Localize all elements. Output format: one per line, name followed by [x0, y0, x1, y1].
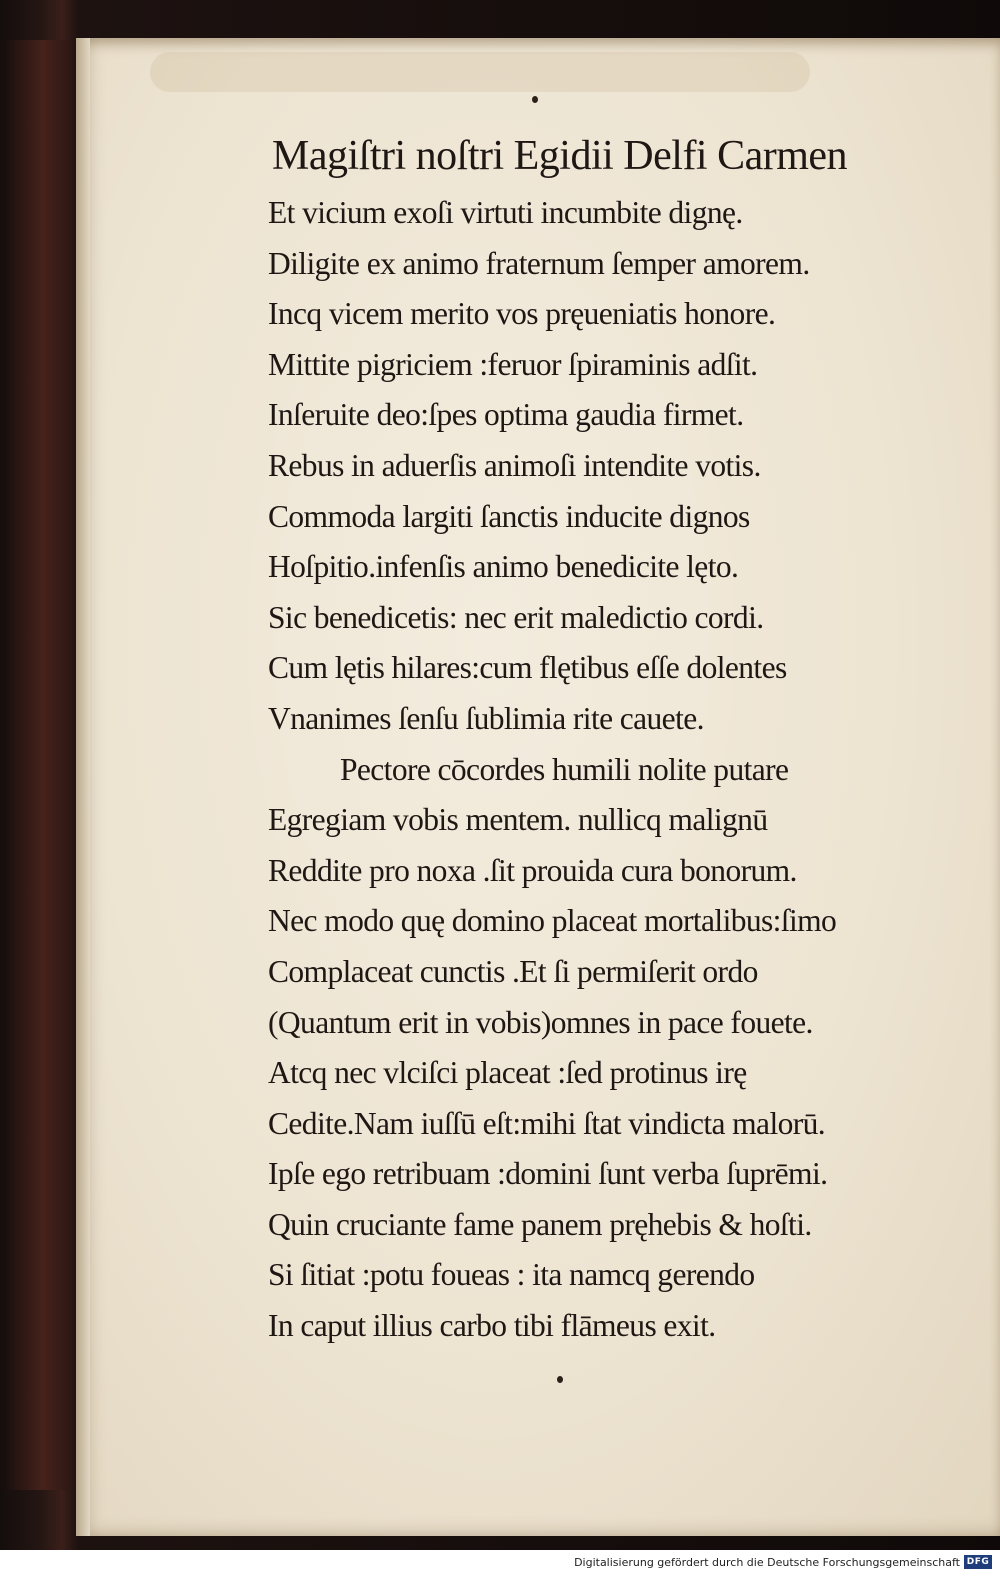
poem-line: Hoſpitio.infenſis animo benedicite lęto. — [268, 549, 739, 585]
poem-line: Vnanimes ſenſu ſublimia rite cauete. — [268, 700, 704, 736]
poem-line: Quin cruciante fame panem pręhebis & hoſti. — [268, 1206, 812, 1242]
poem-line: Cedite.Nam iuſſū eſt:mihi ſtat vindicta malorū. — [268, 1105, 826, 1141]
dfg-logo: DFG — [964, 1555, 992, 1569]
poem-text-block — [268, 126, 968, 1352]
poem-line: Reddite pro noxa .ſit prouida cura bonorum. — [268, 852, 797, 888]
poem-line: Commoda largiti ſanctis inducite dignos — [268, 498, 750, 534]
poem-line: Atcq nec vlciſci placeat :ſed protinus irę — [268, 1055, 747, 1091]
poem-line: Mittite pigriciem :feruor ſpiraminis adſit. — [268, 346, 758, 382]
poem-line: Rebus in aduerſis animoſi intendite votis. — [268, 447, 761, 483]
poem-line: In caput illius carbo tibi flāmeus exit. — [268, 1308, 716, 1344]
page-stain — [150, 52, 810, 92]
digitization-credit: Digitalisierung gefördert durch die Deutsche Forschungsgemeinschaft — [574, 1556, 960, 1569]
poem-line: Diligite ex animo fraternum ſemper amorem. — [268, 245, 810, 281]
book-binding — [6, 40, 72, 1490]
poem-line: Egregiam vobis mentem. nullicq malignū — [268, 802, 768, 838]
poem-line: Si ſitiat :potu foueas : ita namcq gerendo — [268, 1257, 755, 1293]
ink-dot-top — [532, 96, 538, 103]
poem-line: Cum lętis hilares:cum flętibus eſſe dolentes — [268, 650, 787, 686]
poem-line: Sic benedicetis: nec erit maledictio cordi. — [268, 599, 764, 635]
poem-line: (Quantum erit in vobis)omnes in pace fouete. — [268, 1004, 813, 1040]
poem-line: Complaceat cunctis .Et ſi permiſerit ordo — [268, 953, 758, 989]
poem-lines — [268, 188, 968, 1352]
poem-line: Inſeruite deo:ſpes optima gaudia firmet. — [268, 397, 744, 433]
poem-line: Et vicium exoſi virtuti incumbite dignę. — [268, 195, 743, 230]
poem-line: Pectore cōcordes humili nolite putare — [340, 751, 789, 787]
page-title: Magiſtri noſtri Egidii Delfi Carmen — [272, 133, 848, 179]
poem-line: Incq vicem merito vos pręueniatis honore. — [268, 296, 776, 332]
page-edge — [76, 38, 90, 1536]
poem-line: Nec modo quę domino placeat mortalibus:ſimo — [268, 903, 837, 939]
poem-line: Ipſe ego retribuam :domini ſunt verba ſuprēmi. — [268, 1156, 828, 1192]
ink-dot-bottom — [557, 1376, 563, 1383]
